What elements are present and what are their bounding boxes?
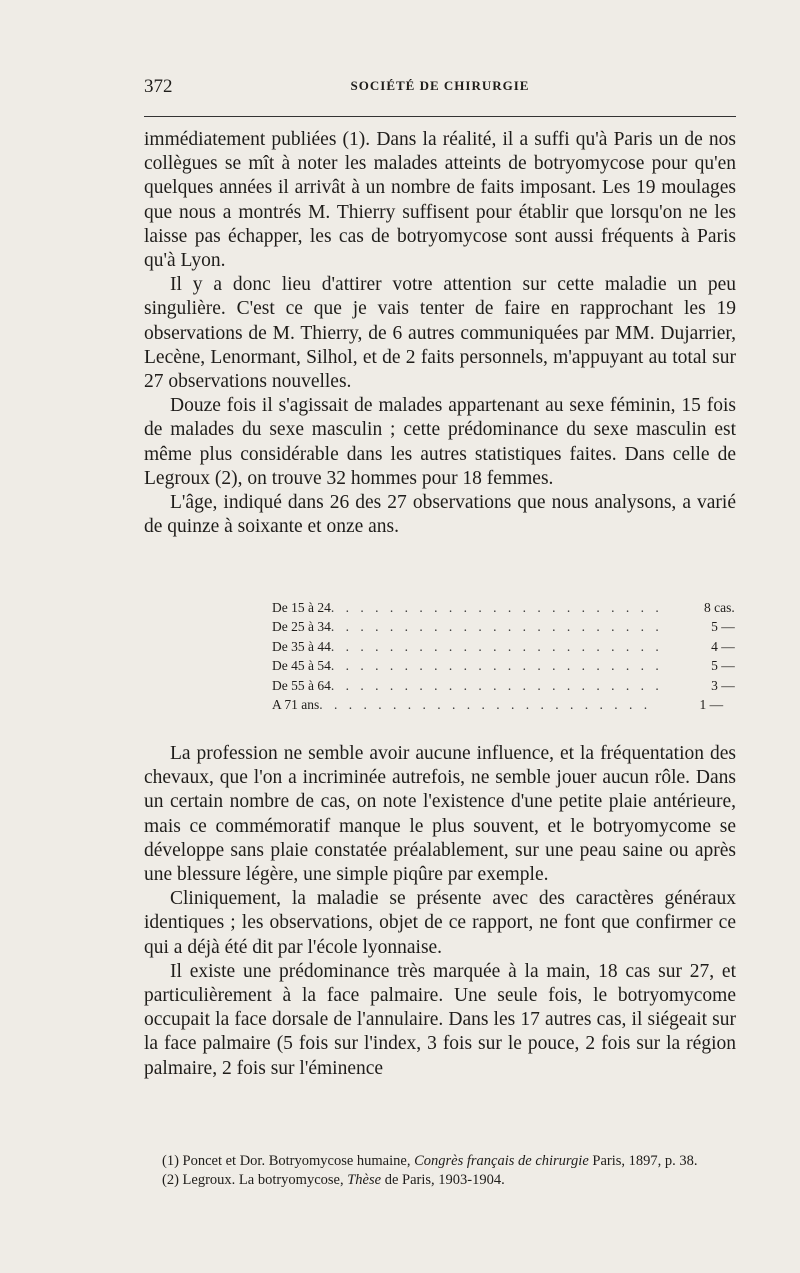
- table-row: De 25 à 34 . . . . . . . . . . . . . . . . . . . . . . . 5 —: [272, 617, 632, 636]
- paragraph: Il y a donc lieu d'attirer votre attention sur cette maladie un peu singulière. C'est ce que je vais tenter de faire en rapprochant les 19 observations de M. Thierry, de 6 autres communiquées par MM. Dujarrier, Lecène, Lenormant, Silhol, et de 2 faits personnels, m'appuyant au total sur 27 observations nouvelles.: [144, 274, 736, 393]
- footnote-2: (2) Legroux. La botryomycose, Thèse de Paris, 1903-1904.: [162, 1172, 505, 1188]
- case-count: 3 —: [711, 677, 735, 693]
- table-row: De 55 à 64 . . . . . . . . . . . . . . . . . . . . . . . 3 —: [272, 676, 632, 695]
- age-range: De 55 à 64: [272, 677, 331, 693]
- footnotes: [144, 1152, 736, 1190]
- age-range: De 15 à 24: [272, 600, 331, 615]
- paragraph: immédiatement publiées (1). Dans la réalité, il a suffi qu'à Paris un de nos collègues se mît à noter les malades atteints de botryomycose pour qu'en quelques années il arrivât à un nombre de faits imposant. Les 19 moulages que nous a montrés M. Thierry suffisent pour établir que lorsqu'on ne les laisse pas échapper, les cas de botryomycose sont aussi fréquents à Paris qu'à Lyon.: [144, 129, 736, 272]
- table-row: De 15 à 24 . . . . . . . . . . . . . . . . . . . . . . . 8 cas.: [272, 598, 632, 617]
- case-count: 5 —: [711, 619, 735, 635]
- page-number: 372: [144, 76, 173, 97]
- body-text-bottom: [144, 742, 736, 1081]
- age-range: De 35 à 44: [272, 638, 331, 654]
- header-rule: [144, 116, 736, 117]
- case-count: 5 —: [711, 658, 735, 674]
- case-count: 1 —: [699, 697, 724, 713]
- age-range: A 71 ans: [272, 697, 320, 713]
- table-row: De 35 à 44 . . . . . . . . . . . . . . . . . . . . . . . 4 —: [272, 637, 632, 656]
- table-row: De 45 à 54 . . . . . . . . . . . . . . . . . . . . . . . 5 —: [272, 656, 632, 675]
- paragraph: Douze fois il s'agissait de malades appartenant au sexe féminin, 15 fois de malades du sexe masculin ; cette prédominance du sexe masculin est même plus considérable dans les autres statistiques faites. Dans celle de Legroux (2), on trouve 32 hommes pour 18 femmes.: [144, 395, 736, 489]
- age-range: De 45 à 54: [272, 658, 331, 674]
- case-count: 8 cas.: [703, 600, 735, 615]
- page-header: [144, 76, 736, 100]
- running-title: SOCIÉTÉ DE CHIRURGIE: [350, 78, 530, 93]
- case-count: 4 —: [711, 638, 735, 654]
- age-range: De 25 à 34: [272, 619, 331, 635]
- age-table: [272, 598, 735, 714]
- footnote-1: (1) Poncet et Dor. Botryomycose humaine, Congrès français de chirurgie Paris, 1897, p. 38.: [162, 1153, 698, 1169]
- table-row: A 71 ans . . . . . . . . . . . . . . . . . . . . . . . 1 —: [272, 695, 632, 714]
- body-text-top: [144, 128, 736, 539]
- paragraph: L'âge, indiqué dans 26 des 27 observations que nous analysons, a varié de quinze à soixante et onze ans.: [144, 492, 736, 538]
- paragraph: La profession ne semble avoir aucune influence, et la fréquentation des chevaux, que l'on a incriminée autrefois, ne semble jouer aucun rôle. Dans un certain nombre de cas, on note l'existence d'une petite plaie antérieure, mais ce commémoratif manque le plus souvent, et le botryomycome se développe sans plaie constatée préalablement, sur une peau saine ou après une blessure légère, une simple piqûre par exemple.: [144, 743, 736, 886]
- paragraph: Il existe une prédominance très marquée à la main, 18 cas sur 27, et particulièrement à la face palmaire. Une seule fois, le botryomycome occupait la face dorsale de l'annulaire. Dans les 17 autres cas, il siégeait sur la face palmaire (5 fois sur l'index, 3 fois sur le pouce, 2 fois sur la région palmaire, 2 fois sur l'éminence: [144, 960, 736, 1079]
- paragraph: Cliniquement, la maladie se présente avec des caractères généraux identiques ; les observations, objet de ce rapport, ne font que confirmer ce qui a déjà été dit par l'école lyonnaise.: [144, 888, 736, 958]
